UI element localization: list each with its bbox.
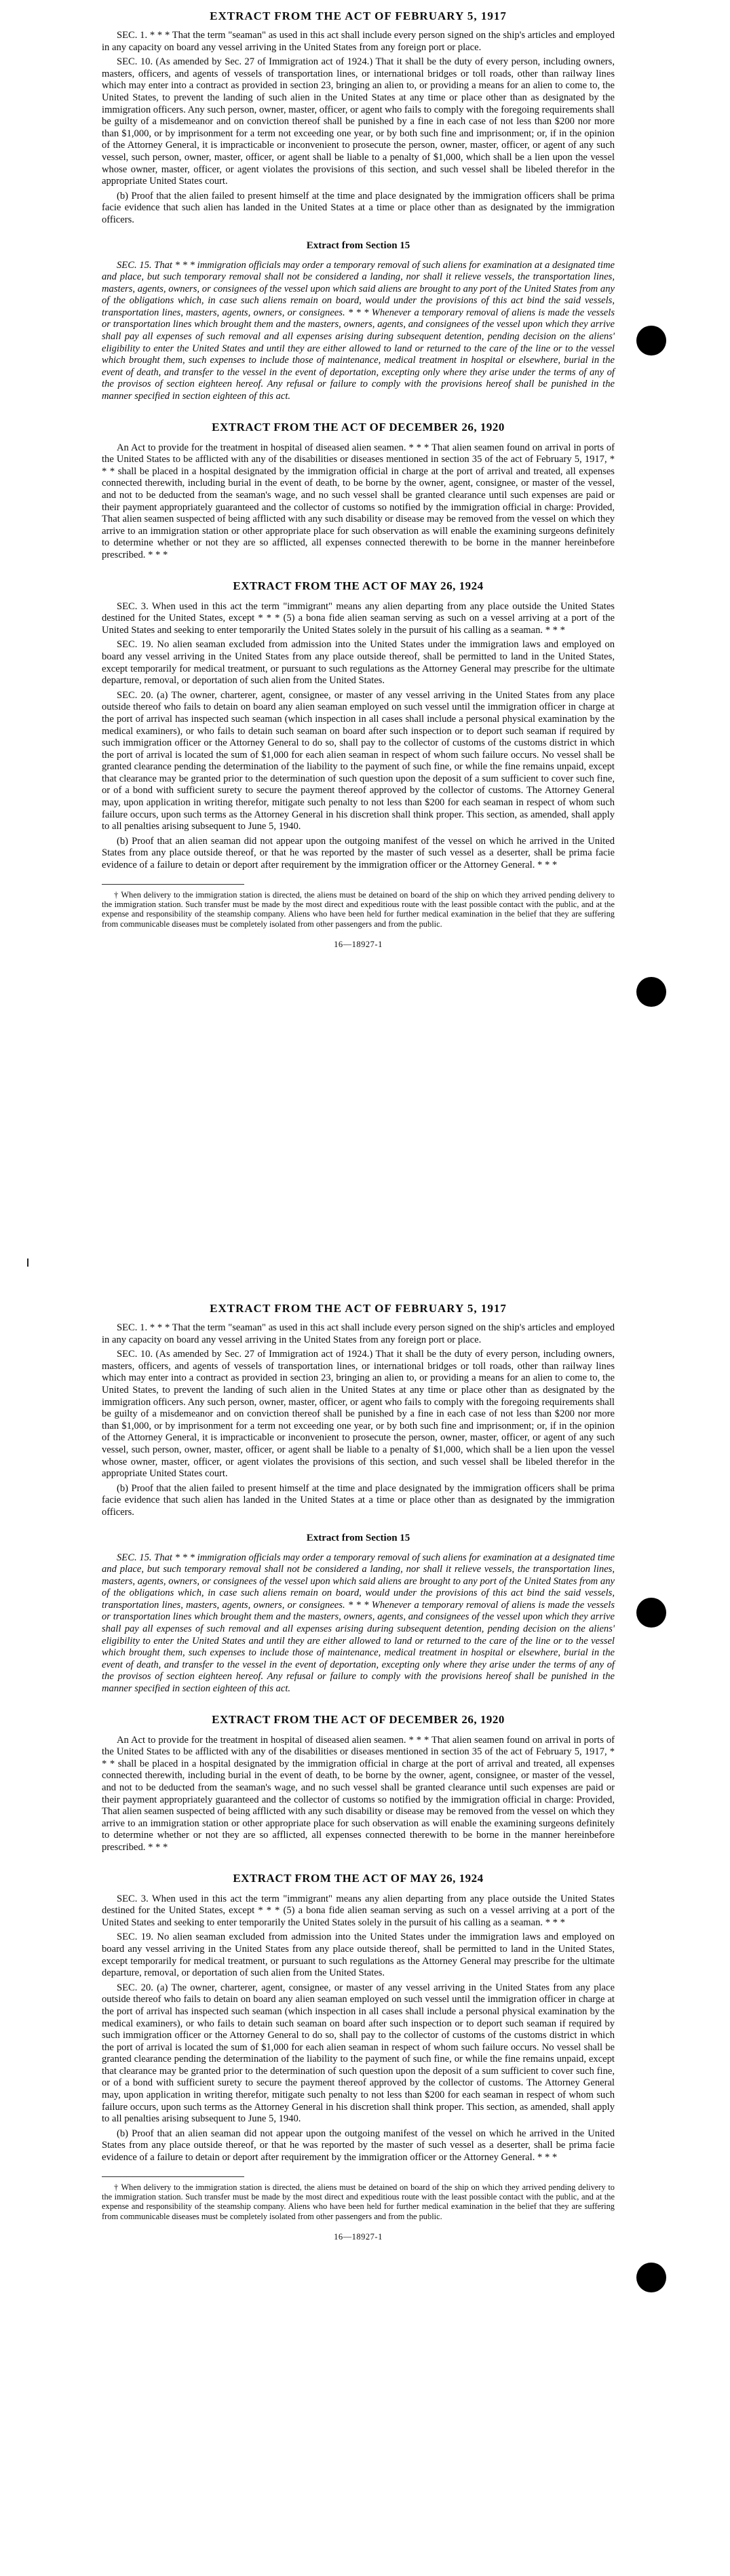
sec-20-a-paragraph: SEC. 20. (a) The owner, charterer, agent, consignee, or master of any vessel arriving in the United States from any place outside thereof who fails to detain on board any alien seaman employed on such vessel until the immigration officer in charge at the port of arrival has inspected such seaman (which inspection in all cases shall include a personal physical examination by the medical examiners), or who fails to detain such seaman on board after such inspection or to deport such seaman if required by such immigration officer or the Attorney General to do so, shall pay to the collector of customs of the customs district in which the port of arrival is located the sum of $1,000 for each alien seaman in respect of whom such failure occurs. No vessel shall be granted clearance pending the determination of the liability to the payment of such fine, or while the fine remains unpaid, except that clearance may be granted prior to the determination of such question upon the deposit of a sum sufficient to cover such fine, or of a bond with sufficient surety to secure the payment thereof approved by the collector of customs. The Attorney General may, upon application in writing therefor, mitigate such penalty to not less than $200 for each seaman in respect of whom such failure occurs, upon such terms as the Attorney General in his discretion shall think proper. This section, as amended, shall apply to all penalties arising subsequent to June 5, 1940. — [102, 1982, 615, 2125]
sec-15-paragraph: SEC. 15. That * * * immigration officials may order a temporary removal of such aliens for examination at a designated time and place, but such temporary removal shall not be considered a landing, nor shall it relieve vessels, the transportation lines, masters, agents, owners, or consignees of the vessel upon which said aliens are brought to any port of the United States from any of the obligations which, in case such aliens remain on board, would under the provisions of this act bind the said vessels, transportation lines, masters, agents, owners, or consignees. * * * Whenever a temporary removal of aliens is made the vessels or transportation lines which brought them and the masters, owners, agents, and consignees of the vessel upon which they arrive shall pay all expenses of such removal and all expenses arising during subsequent detention, pending decision on the aliens' eligibility to enter the United States and until they are either allowed to land or returned to the care of the line or to the vessel which brought them, such expenses to include those of maintenance, medical treatment in hospital or elsewhere, burial in the event of death, and transfer to the vessel in the event of deportation, excepting only where they arise under the terms of any of the provisos of section eighteen hereof. Any refusal or failure to comply with the provisions hereof shall be punished in the manner specified in section eighteen of this act. — [102, 1552, 615, 1695]
document-page-2 — [41, 1292, 689, 2576]
sec-3-paragraph: SEC. 3. When used in this act the term "immigrant" means any alien departing from any place outside the United States destined for the United States, except * * * (5) a bona fide alien seaman serving as such on a vessel arriving at a port of the United States and seeking to enter temporarily the United States solely in the pursuit of his calling as a seaman. * * * — [102, 1893, 615, 1928]
footnote-rule — [102, 2176, 244, 2177]
sec-15-paragraph: SEC. 15. That * * * immigration officials may order a temporary removal of such aliens for examination at a designated time and place, but such temporary removal shall not be considered a landing, nor shall it relieve vessels, the transportation lines, masters, agents, owners, or consignees of the vessel upon which said aliens are brought to any port of the United States from any of the obligations which, in case such aliens remain on board, would under the provisions of this act bind the said vessels, transportation lines, masters, agents, owners, or consignees. * * * Whenever a temporary removal of aliens is made the vessels or transportation lines which brought them and the masters, owners, agents, and consignees of the vessel upon which they arrive shall pay all expenses of such removal and all expenses arising during subsequent detention, pending decision on the aliens' eligibility to enter the United States and until they are either allowed to land or returned to the care of the line or to the vessel which brought them, such expenses to include those of maintenance, medical treatment in hospital or elsewhere, burial in the event of death, and transfer to the vessel in the event of deportation, excepting only where they arise under the terms of any of the provisos of section eighteen hereof. Any refusal or failure to comply with the provisions hereof shall be punished in the manner specified in section eighteen of this act. — [102, 259, 615, 402]
sec-1-paragraph: SEC. 1. * * * That the term "seaman" as used in this act shall include every person signed on the ship's articles and employed in any capacity on board any vessel arriving in the United States from any foreign port or place. — [102, 30, 615, 53]
may-1924-heading: EXTRACT FROM THE ACT OF MAY 26, 1924 — [233, 1871, 484, 1885]
sec-19-paragraph: SEC. 19. No alien seaman excluded from admission into the United States under the immigration laws and employed on board any vessel arriving in the United States from any place outside thereof, shall be permitted to land in the United States, except temporarily for medical treatment, or pursuant to such regulations as the Attorney General may prescribe for the ultimate departure, removal, or deportation of such alien from the United States. — [102, 639, 615, 687]
sec-1-paragraph: SEC. 1. * * * That the term "seaman" as used in this act shall include every person signed on the ship's articles and employed in any capacity on board any vessel arriving in the United States from any foreign port or place. — [102, 1322, 615, 1345]
sec-20-b-paragraph: (b) Proof that an alien seaman did not appear upon the outgoing manifest of the vessel on which he arrived in the United States from any place outside thereof, or that he was reported by the master of such vessel as a deserter, shall be prima facie evidence of a failure to detain or deport after requirement by the immigration officer or the Attorney General. * * * — [102, 835, 615, 871]
december-1920-paragraph: An Act to provide for the treatment in hospital of diseased alien seamen. * * * That alien seamen found on arrival in ports of the United States to be afflicted with any of the disabilities or diseases mentioned in section 35 of the act of February 5, 1917, * * * shall be placed in a hospital designated by the immigration official in charge at the port of arrival and treated, all expenses connected therewith, including burial in the event of death, to be borne by the owner, agent, consignee, or master of the vessel, and not to be deducted from the seaman's wage, and no such vessel shall be granted clearance until such expenses are paid or their payment appropriately guaranteed and the collector of customs so notified by the immigration official in charge: Provided, That alien seamen suspected of being afflicted with any such disability or disease may be removed from the vessel on which they arrive to an immigration station or other appropriate place for such observation as will enable the examining surgeons definitely to determine whether or not they are so afflicted, all expenses connected therewith to be borne in the manner hereinbefore prescribed. * * * — [102, 442, 615, 560]
footnote-rule — [102, 884, 244, 885]
page-title: EXTRACT FROM THE ACT OF FEBRUARY 5, 1917 — [210, 9, 507, 22]
sec-19-paragraph: SEC. 19. No alien seaman excluded from admission into the United States under the immigration laws and employed on board any vessel arriving in the United States from any place outside thereof, shall be permitted to land in the United States, except temporarily for medical treatment, or pursuant to such regulations as the Attorney General may prescribe for the ultimate departure, removal, or deportation of such alien from the United States. — [102, 1931, 615, 1979]
form-number: 16—18927-1 — [334, 940, 383, 950]
may-1924-heading: EXTRACT FROM THE ACT OF MAY 26, 1924 — [233, 579, 484, 592]
december-1920-heading: EXTRACT FROM THE ACT OF DECEMBER 26, 1920 — [212, 1712, 505, 1726]
form-number: 16—18927-1 — [334, 2232, 383, 2242]
section-15-heading: Extract from Section 15 — [306, 1532, 410, 1543]
sec-10-b-paragraph: (b) Proof that the alien failed to present himself at the time and place designated by the immigration officers shall be prima facie evidence that such alien has landed in the United States at a time or place other than as designated by the immigration officers. — [102, 190, 615, 225]
sec-10-paragraph: SEC. 10. (As amended by Sec. 27 of Immigration act of 1924.) That it shall be the duty of every person, including owners, masters, officers, and agents of vessels of transportation lines, or international bridges or toll roads, other than railway lines which may enter into a contract as provided in section 23, bringing an alien to, or providing a means for an alien to come to, the United States, to prevent the landing of such alien in the United States at any time or place other than as designated by the immigration officers. Any such person, owner, master, officer, or agent who fails to comply with the foregoing requirements shall be guilty of a misdemeanor and on conviction thereof shall be punished by a fine in each case of not less than $200 nor more than $1,000, or by imprisonment for a term not exceeding one year, or by both such fine and imprisonment; or, if in the opinion of the Attorney General, it is impracticable or inconvenient to prosecute the person, owner, master, officer, or agent of any such vessel, such person, owner, master, officer, or agent shall be liable to a penalty of $1,000, which shall be a lien upon the vessel whose owner, master, officer, or agent violates the provisions of this section, and such vessel shall be libeled therefor in the appropriate United States court. — [102, 56, 615, 187]
sec-20-b-paragraph: (b) Proof that an alien seaman did not appear upon the outgoing manifest of the vessel on which he arrived in the United States from any place outside thereof, or that he was reported by the master of such vessel as a deserter, shall be prima facie evidence of a failure to detain or deport after requirement by the immigration officer or the Attorney General. * * * — [102, 2128, 615, 2164]
footnote: † When delivery to the immigration station is directed, the aliens must be detained on board of the ship on which they arrived pending delivery to the immigration station. Such transfer must be made by the most direct and expeditious route with the least possible contact with the public, and at the expense and responsibility of the steamship company. Aliens who have been held for further medical examination in the belief that they are suffering from communicable diseases must be completely isolated from other passengers and from the public. — [102, 889, 615, 929]
page-title: EXTRACT FROM THE ACT OF FEBRUARY 5, 1917 — [210, 1302, 507, 1315]
punch-hole-icon — [636, 2263, 666, 2292]
page-separator — [0, 1281, 730, 1288]
document-page-1 — [41, 0, 689, 1275]
punch-hole-icon — [636, 1598, 666, 1628]
footnote: † When delivery to the immigration station is directed, the aliens must be detained on board of the ship on which they arrived pending delivery to the immigration station. Such transfer must be made by the most direct and expeditious route with the least possible contact with the public, and at the expense and responsibility of the steamship company. Aliens who have been held for further medical examination in the belief that they are suffering from communicable diseases must be completely isolated from other passengers and from the public. — [102, 2182, 615, 2221]
section-15-heading: Extract from Section 15 — [306, 239, 410, 251]
sec-10-paragraph: SEC. 10. (As amended by Sec. 27 of Immigration act of 1924.) That it shall be the duty of every person, including owners, masters, officers, and agents of vessels of transportation lines, or international bridges or toll roads, other than railway lines which may enter into a contract as provided in section 23, bringing an alien to, or providing a means for an alien to come to, the United States, to prevent the landing of such alien in the United States at any time or place other than as designated by the immigration officers. Any such person, owner, master, officer, or agent who fails to comply with the foregoing requirements shall be guilty of a misdemeanor and on conviction thereof shall be punished by a fine in each case of not less than $200 nor more than $1,000, or by imprisonment for a term not exceeding one year, or by both such fine and imprisonment; or, if in the opinion of the Attorney General, it is impracticable or inconvenient to prosecute the person, owner, master, officer, or agent of any such vessel, such person, owner, master, officer, or agent shall be liable to a penalty of $1,000, which shall be a lien upon the vessel whose owner, master, officer, or agent violates the provisions of this section, and such vessel shall be libeled therefor in the appropriate United States court. — [102, 1349, 615, 1480]
sec-10-b-paragraph: (b) Proof that the alien failed to present himself at the time and place designated by the immigration officers shall be prima facie evidence that such alien has landed in the United States at a time or place other than as designated by the immigration officers. — [102, 1482, 615, 1518]
punch-hole-icon — [636, 326, 666, 355]
december-1920-heading: EXTRACT FROM THE ACT OF DECEMBER 26, 1920 — [212, 420, 505, 434]
sec-20-a-paragraph: SEC. 20. (a) The owner, charterer, agent, consignee, or master of any vessel arriving in the United States from any place outside thereof who fails to detain on board any alien seaman employed on such vessel until the immigration officer in charge at the port of arrival has inspected such seaman (which inspection in all cases shall include a personal physical examination by the medical examiners), or who fails to detain such seaman on board after such inspection or to deport such seaman if required by such immigration officer or the Attorney General to do so, shall pay to the collector of customs of the customs district in which the port of arrival is located the sum of $1,000 for each alien seaman in respect of whom such failure occurs. No vessel shall be granted clearance pending the determination of the liability to the payment of such fine, or while the fine remains unpaid, except that clearance may be granted prior to the determination of such question upon the deposit of a sum sufficient to cover such fine, or of a bond with sufficient surety to secure the payment thereof approved by the collector of customs. The Attorney General may, upon application in writing therefor, mitigate such penalty to not less than $200 for each seaman in respect of whom such failure occurs, upon such terms as the Attorney General in his discretion shall think proper. This section, as amended, shall apply to all penalties arising subsequent to June 5, 1940. — [102, 689, 615, 832]
december-1920-paragraph: An Act to provide for the treatment in hospital of diseased alien seamen. * * * That alien seamen found on arrival in ports of the United States to be afflicted with any of the disabilities or diseases mentioned in section 35 of the act of February 5, 1917, * * * shall be placed in a hospital designated by the immigration official in charge at the port of arrival and treated, all expenses connected therewith, including burial in the event of death, to be borne by the owner, agent, consignee, or master of the vessel, and not to be deducted from the seaman's wage, and no such vessel shall be granted clearance until such expenses are paid or their payment appropriately guaranteed and the collector of customs so notified by the immigration official in charge: Provided, That alien seamen suspected of being afflicted with any such disability or disease may be removed from the vessel on which they arrive to an immigration station or other appropriate place for such observation as will enable the examining surgeons definitely to determine whether or not they are so afflicted, all expenses connected therewith to be borne in the manner hereinbefore prescribed. * * * — [102, 1734, 615, 1853]
scan-mark — [27, 1258, 28, 1267]
punch-hole-icon — [636, 977, 666, 1007]
sec-3-paragraph: SEC. 3. When used in this act the term "immigrant" means any alien departing from any place outside the United States destined for the United States, except * * * (5) a bona fide alien seaman serving as such on a vessel arriving at a port of the United States and seeking to enter temporarily the United States solely in the pursuit of his calling as a seaman. * * * — [102, 600, 615, 636]
